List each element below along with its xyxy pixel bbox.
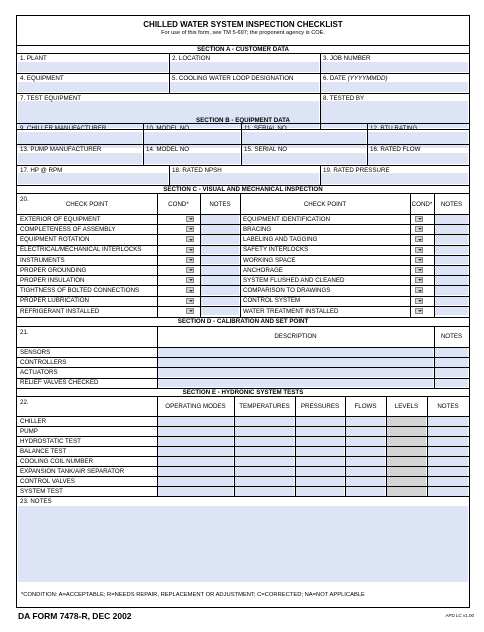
model-no-1-label: 10. MODEL NO — [146, 125, 190, 132]
check-point-header-left: CHECK POINT — [65, 201, 109, 208]
hydronic-input[interactable] — [346, 467, 385, 476]
date-label: 6. DATE (YYYYMMDD) — [323, 75, 388, 82]
check-point-left: PROPER GROUNDING — [20, 266, 87, 274]
hydronic-column-header: LEVELS — [394, 403, 419, 410]
description-input[interactable] — [158, 379, 433, 388]
hydronic-input[interactable] — [235, 427, 294, 436]
cond-dropdown-left[interactable] — [186, 257, 194, 263]
row-divider — [17, 234, 469, 235]
description-input[interactable] — [158, 368, 433, 377]
hydronic-input[interactable] — [428, 457, 468, 466]
row-divider — [17, 378, 469, 379]
notes-header-left: NOTES — [209, 201, 231, 208]
notes-input[interactable] — [435, 358, 468, 367]
row-divider — [17, 466, 469, 467]
form-number: DA FORM 7478-R, DEC 2002 — [18, 611, 132, 621]
hydronic-test-item: CONTROL VALVES — [20, 477, 75, 485]
cond-dropdown-right[interactable] — [415, 236, 423, 242]
hydronic-input[interactable] — [346, 457, 385, 466]
hydronic-input[interactable] — [296, 417, 344, 426]
section-d-header: SECTION D - CALIBRATION AND SET POINT — [177, 318, 309, 325]
item-22-number: 22. — [20, 399, 29, 406]
form-version: APD LC v1.00 — [445, 613, 474, 618]
row-divider — [17, 265, 469, 266]
check-point-right: LABELING AND TAGGING — [243, 236, 318, 244]
cond-dropdown-left[interactable] — [186, 247, 194, 253]
calibration-item: ACTUATORS — [20, 369, 58, 377]
equipment-label: 4. EQUIPMENT — [20, 75, 64, 82]
hydronic-input[interactable] — [235, 467, 294, 476]
row-divider — [17, 245, 469, 246]
hydronic-input[interactable] — [235, 457, 294, 466]
row-divider — [17, 224, 469, 225]
cond-dropdown-left[interactable] — [186, 226, 194, 232]
notes-input-left[interactable] — [201, 297, 239, 306]
notes-input-right[interactable] — [435, 235, 468, 244]
model-no-2-input[interactable] — [144, 153, 240, 164]
cond-dropdown-left[interactable] — [186, 308, 194, 314]
notes-input-right[interactable] — [435, 246, 468, 255]
notes-input-right[interactable] — [435, 225, 468, 234]
pump-mfr-input[interactable] — [18, 153, 142, 164]
hydronic-test-item: EXPANSION TANK/AIR SEPARATOR — [20, 467, 125, 475]
hydronic-input[interactable] — [346, 437, 385, 446]
rated-pressure-input[interactable] — [321, 173, 468, 184]
levels-cell-shaded — [387, 427, 426, 436]
hydronic-input[interactable] — [296, 427, 344, 436]
levels-cell-shaded — [387, 457, 426, 466]
row-divider — [17, 436, 469, 437]
cond-dropdown-left[interactable] — [186, 298, 194, 304]
rated-flow-label: 16. RATED FLOW — [370, 146, 421, 153]
hydronic-input[interactable] — [346, 477, 385, 486]
hydronic-test-item: COOLING COIL NUMBER — [20, 457, 93, 465]
serial-no-2-label: 15. SERIAL NO — [244, 146, 288, 153]
row-divider — [17, 486, 469, 487]
levels-cell-shaded — [387, 447, 426, 456]
cond-dropdown-right[interactable] — [415, 277, 423, 283]
notes-input-left[interactable] — [201, 225, 239, 234]
hydronic-input[interactable] — [296, 437, 344, 446]
row-divider — [17, 357, 469, 358]
row-divider — [17, 275, 469, 276]
plant-label: 1. PLANT — [20, 55, 47, 62]
calibration-item: CONTROLLERS — [20, 359, 67, 366]
notes-input-right[interactable] — [435, 286, 468, 295]
inspection-form — [16, 15, 470, 608]
notes-input-left[interactable] — [201, 276, 239, 285]
hydronic-input[interactable] — [235, 417, 294, 426]
check-point-left: TIGHTNESS OF BOLTED CONNECTIONS — [20, 287, 140, 295]
check-point-right: SYSTEM FLUSHED AND CLEANED — [243, 277, 345, 284]
notes-textarea[interactable] — [18, 506, 468, 582]
notes-input-left[interactable] — [201, 266, 239, 275]
levels-cell-shaded — [387, 487, 426, 496]
hydronic-input[interactable] — [235, 477, 294, 486]
cond-dropdown-left[interactable] — [186, 236, 194, 242]
hydronic-input[interactable] — [428, 487, 468, 496]
notes-input-right[interactable] — [435, 297, 468, 306]
check-point-left: PROPER INSULATION — [20, 277, 85, 284]
section-c-header: SECTION C - VISUAL AND MECHANICAL INSPECTION — [163, 186, 323, 193]
notes-input[interactable] — [435, 368, 468, 377]
pump-mfr-label: 13. PUMP MANUFACTURER — [20, 146, 102, 153]
hp-rpm-label: 17. HP @ RPM — [20, 167, 63, 174]
cond-header-right: COND* — [411, 201, 433, 208]
check-point-right: EQUIPMENT IDENTIFICATION — [243, 215, 331, 223]
cond-dropdown-right[interactable] — [415, 308, 423, 314]
check-point-right: WATER TREATMENT INSTALLED — [243, 307, 339, 315]
hydronic-column-header: FLOWS — [354, 403, 377, 410]
hydronic-input[interactable] — [428, 447, 468, 456]
hydronic-input[interactable] — [346, 447, 385, 456]
hydronic-input[interactable] — [235, 487, 294, 496]
btu-rating-label: 12. BTU RATING — [370, 125, 418, 132]
job-number-label: 3. JOB NUMBER — [323, 55, 371, 62]
hp-rpm-input[interactable] — [18, 173, 168, 184]
notes-input-left[interactable] — [201, 215, 239, 224]
check-point-right: SAFETY INTERLOCKS — [243, 246, 309, 254]
notes-input-left[interactable] — [201, 307, 239, 316]
cond-dropdown-left[interactable] — [186, 287, 194, 293]
cond-dropdown-right[interactable] — [415, 287, 423, 293]
cond-dropdown-right[interactable] — [415, 267, 423, 273]
check-point-right: ANCHORAGE — [243, 266, 283, 274]
description-input[interactable] — [158, 348, 433, 357]
cond-dropdown-right[interactable] — [415, 216, 423, 222]
hydronic-input[interactable] — [346, 487, 385, 496]
item-20-number: 20. — [20, 196, 29, 203]
check-point-right: CONTROL SYSTEM — [243, 297, 301, 305]
cond-dropdown-right[interactable] — [415, 298, 423, 304]
check-point-left: PROPER LUBRICATION — [20, 297, 89, 305]
hydronic-input[interactable] — [346, 427, 385, 436]
check-point-left: REFRIGERANT INSTALLED — [20, 307, 100, 315]
hydronic-input[interactable] — [296, 447, 344, 456]
equipment-input[interactable] — [18, 82, 168, 92]
levels-cell-shaded — [387, 477, 426, 486]
hydronic-input[interactable] — [296, 477, 344, 486]
levels-cell-shaded — [387, 417, 426, 426]
row-divider — [17, 446, 469, 447]
check-point-left: EQUIPMENT ROTATION — [20, 236, 90, 244]
hydronic-input[interactable] — [158, 457, 233, 466]
notes-input-left[interactable] — [201, 235, 239, 244]
rated-flow-input[interactable] — [368, 153, 468, 164]
hydronic-input[interactable] — [428, 437, 468, 446]
notes-input-right[interactable] — [435, 307, 468, 316]
check-point-right: BRACING — [243, 226, 272, 233]
hydronic-column-header: OPERATING MODES — [165, 403, 226, 410]
hydronic-input[interactable] — [235, 437, 294, 446]
hydronic-input[interactable] — [158, 437, 233, 446]
hydronic-input[interactable] — [158, 467, 233, 476]
row-divider — [17, 255, 469, 256]
chiller-mfr-label: 9. CHILLER MANUFACTURER — [20, 125, 107, 132]
hydronic-input[interactable] — [428, 427, 468, 436]
cond-dropdown-left[interactable] — [186, 216, 194, 222]
hydronic-input[interactable] — [158, 427, 233, 436]
serial-no-2-input[interactable] — [242, 153, 366, 164]
check-point-left: COMPLETENESS OF ASSEMBLY — [20, 226, 116, 233]
date-input[interactable] — [321, 82, 468, 92]
notes-input[interactable] — [435, 379, 468, 388]
check-point-right: WORKING SPACE — [243, 256, 296, 264]
cond-header-left: COND* — [168, 201, 189, 208]
check-point-left: EXTERIOR OF EQUIPMENT — [20, 215, 101, 223]
cond-dropdown-right[interactable] — [415, 257, 423, 263]
hydronic-test-item: CHILLER — [20, 417, 47, 425]
form-subtitle: For use of this form, see TM 5-697; the proponent agency is COE. — [161, 30, 325, 36]
cond-dropdown-right[interactable] — [415, 226, 423, 232]
notes-input-right[interactable] — [435, 256, 468, 265]
check-point-left: INSTRUMENTS — [20, 256, 65, 264]
condition-legend: *CONDITION: A=ACCEPTABLE; R=NEEDS REPAIR, REPLACEMENT OR ADJUSTMENT; C=CORRECTED; NA=NOT APPLICABLE — [21, 592, 365, 598]
section-e-header: SECTION E - HYDRONIC SYSTEM TESTS — [182, 389, 304, 396]
cond-dropdown-right[interactable] — [415, 247, 423, 253]
hydronic-input[interactable] — [158, 477, 233, 486]
hydronic-input[interactable] — [158, 447, 233, 456]
job-number-input[interactable] — [321, 62, 468, 72]
hydronic-input[interactable] — [158, 417, 233, 426]
row-divider — [17, 367, 469, 368]
hydronic-input[interactable] — [296, 467, 344, 476]
cooling-loop-input[interactable] — [170, 82, 319, 92]
form-title: CHILLED WATER SYSTEM INSPECTION CHECKLIST — [143, 20, 343, 29]
row-divider — [17, 285, 469, 286]
row-divider — [17, 426, 469, 427]
section-b-header: SECTION B - EQUIPMENT DATA — [196, 117, 290, 124]
row-divider — [17, 456, 469, 457]
hydronic-input[interactable] — [428, 477, 468, 486]
rated-npsh-label: 18. RATED NPSH — [172, 167, 222, 174]
hydronic-column-header: PRESSURES — [300, 403, 340, 410]
cond-dropdown-left[interactable] — [186, 267, 194, 273]
cond-dropdown-left[interactable] — [186, 277, 194, 283]
row-divider — [17, 476, 469, 477]
check-point-header-right: CHECK POINT — [303, 201, 347, 208]
notes-input-right[interactable] — [435, 276, 468, 285]
notes-label: 23. NOTES — [20, 498, 52, 505]
hydronic-column-header: TEMPERATURES — [239, 403, 290, 410]
hydronic-input[interactable] — [296, 457, 344, 466]
check-point-right: COMPARISON TO DRAWINGS — [243, 287, 331, 295]
notes-input-left[interactable] — [201, 246, 239, 255]
notes-input-left[interactable] — [201, 256, 239, 265]
calibration-item: RELIEF VALVES CHECKED — [20, 379, 99, 387]
hydronic-column-header: NOTES — [437, 403, 459, 410]
hydronic-input[interactable] — [428, 467, 468, 476]
rated-npsh-input[interactable] — [170, 173, 319, 184]
notes-input[interactable] — [435, 348, 468, 357]
description-header: DESCRIPTION — [274, 333, 317, 340]
location-input[interactable] — [170, 62, 319, 72]
tested-by-label: 8. TESTED BY — [323, 95, 365, 102]
cooling-loop-label: 5. COOLING WATER LOOP DESIGNATION — [172, 75, 294, 82]
levels-cell-shaded — [387, 437, 426, 446]
notes-input-right[interactable] — [435, 266, 468, 275]
check-point-left: ELECTRICAL/MECHANICAL INTERLOCKS — [20, 246, 142, 254]
hydronic-test-item: SYSTEM TEST — [20, 487, 63, 495]
calibration-item: SENSORS — [20, 348, 51, 356]
hydronic-input[interactable] — [346, 417, 385, 426]
notes-header-d: NOTES — [440, 333, 463, 340]
plant-input[interactable] — [18, 62, 168, 72]
hydronic-test-item: HYDROSTATIC TEST — [20, 437, 81, 445]
hydronic-test-item: PUMP — [20, 427, 38, 435]
hydronic-input[interactable] — [428, 417, 468, 426]
section-a-header: SECTION A - CUSTOMER DATA — [196, 46, 289, 53]
hydronic-input[interactable] — [235, 447, 294, 456]
test-equipment-label: 7. TEST EQUIPMENT — [20, 95, 81, 102]
row-divider — [17, 296, 469, 297]
hydronic-test-item: BALANCE TEST — [20, 447, 67, 455]
row-divider — [17, 306, 469, 307]
serial-no-1-label: 11. SERIAL NO — [244, 125, 287, 132]
model-no-2-label: 14. MODEL NO — [146, 146, 190, 153]
rated-pressure-label: 19. RATED PRESSURE — [323, 167, 390, 174]
notes-input-right[interactable] — [435, 215, 468, 224]
hydronic-input[interactable] — [296, 487, 344, 496]
description-input[interactable] — [158, 358, 433, 367]
notes-input-left[interactable] — [201, 286, 239, 295]
notes-header-right: NOTES — [440, 201, 463, 208]
item-21-number: 21. — [20, 329, 29, 336]
location-label: 2. LOCATION — [172, 55, 211, 62]
levels-cell-shaded — [387, 467, 426, 476]
hydronic-input[interactable] — [158, 487, 233, 496]
